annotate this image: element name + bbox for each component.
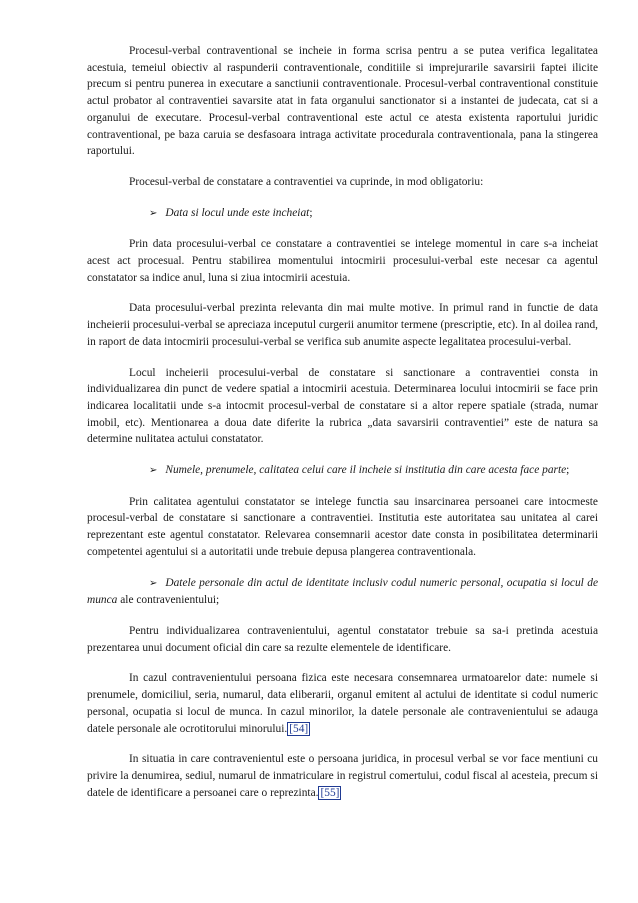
- arrow-bullet-icon: ➢: [149, 207, 158, 219]
- arrow-bullet-icon: ➢: [149, 577, 158, 589]
- bullet-agent-identity: [87, 462, 598, 480]
- bullet-agent-identity-text: Numele, prenumele, calitatea celui care il incheie si institutia din care acesta face parte: [165, 464, 567, 477]
- footnote-link-55[interactable]: [55]: [320, 786, 340, 799]
- paragraph-natural-person-text: In cazul contravenientului persoana fizica este necesara consemnarea urmatoarelor date: numele si prenumele, domiciliul, seria, numarul, data eliberarii, organul emitent al actului de identitate si codul numeric personal, ocupatia si locul de munca. In cazul minorilor, la datele personale ale contravenientului se adauga datele personale ale ocrotitorului minorului.: [87, 672, 598, 735]
- bullet-date-place-text: Data si locul unde este incheiat: [165, 206, 310, 219]
- bullet-personal-data-text: Datele personale din actul de identitate inclusiv codul numeric personal, ocupatia si locul de munca: [87, 576, 598, 607]
- paragraph-mandatory-content: Procesul-verbal de constatare a contraventiei va cuprinde, in mod obligatoriu:: [129, 175, 484, 188]
- bullet-agent-identity-tail: ;: [566, 464, 570, 477]
- bullet-date-place: [87, 205, 598, 223]
- paragraph-legal-person: [87, 751, 598, 801]
- bullet-personal-data: [87, 575, 598, 609]
- paragraph-place: Locul incheierii procesului-verbal de constatare si sanctionare a contraventiei consta in individualizarea din punct de vedere spatial a intocmirii acestuia. Determinarea locului intocmirii se face prin indicarea localitatii unde s-a intocmit procesul-verbal de constatare si a altor repere spatiale (strada, numar imobil, etc). Mentionarea a doua date diferite la rubrica „data savarsirii contraventiei” este de natura sa determine nulitatea actului constatator.: [87, 366, 598, 446]
- paragraph-individualization: Pentru individualizarea contravenientului, agentul constatator trebuie sa sa-i pretinda acestuia prezentarea unui document oficial din care sa rezulte elementele de identificare.: [87, 624, 598, 654]
- paragraph-natural-person: [87, 670, 598, 737]
- paragraph-date-relevance: Data procesului-verbal prezinta relevanta din mai multe motive. In primul rand in functie de data incheierii procesului-verbal se apreciaza inceputul curgerii anumitor termene (prescriptie, etc). In al doilea rand, in raport de data intocmirii procesului-verbal se verifica sub anumite aspecte legalitatea procesului-verbal.: [87, 302, 598, 348]
- arrow-bullet-icon: ➢: [149, 465, 158, 477]
- footnote-link-54[interactable]: [54]: [289, 722, 309, 735]
- bullet-date-place-tail: ;: [309, 206, 313, 219]
- document-page: [87, 43, 598, 815]
- paragraph-date-definition: Prin data procesului-verbal ce constatare a contraventiei se intelege momentul in care s-a incheiat acest act procesual. Pentru stabilirea momentului intocmirii procesului-verbal este necesar ca agentul constatator sa indice anul, luna si ziua intocmirii acestuia.: [87, 238, 598, 284]
- paragraph-agent-quality: Prin calitatea agentului constatator se intelege functia sau insarcinarea persoanei care intocmeste procesul-verbal de constatare si sanctionare a contraventiei. Institutia este autoritatea sau unitatea al carei reprezentant este agentul constatator. Relevarea consemnarii acestor date consta in posibilitatea determinarii competentei agentului si a autoritatii unde trebuie depusa plangerea contraventionala.: [87, 495, 598, 558]
- bullet-personal-data-tail: ale contravenientului;: [117, 594, 220, 607]
- paragraph-purpose: Procesul-verbal contraventional se incheie in forma scrisa pentru a se putea verifica legalitatea acestuia, temeiul obiectiv al raspunderii contraventionale, conditiile si imprejurarile savarsirii faptei ilicite precum si pentru punerea in executare a sanctiunii contraventionale. Procesul-verbal contraventional constituie actul probator al contraventiei savarsite atat in fata organului sanctionator si a instantei de judecata, cat si a organului de executare. Procesul-verbal contraventional este actul ce atesta existenta raportului juridic contraventional, pe baza caruia se desfasoara intraga activitate procedurala contraventionala, pana la stingerea raportului.: [87, 45, 598, 158]
- paragraph-legal-person-text: In situatia in care contravenientul este o persoana juridica, in procesul verbal se vor face mentiuni cu privire la denumirea, sediul, numarul de inmatriculare in registrul comertului, codul fiscal al acesteia, precum si datele de identificare a persoanei care o reprezinta.: [87, 753, 598, 799]
